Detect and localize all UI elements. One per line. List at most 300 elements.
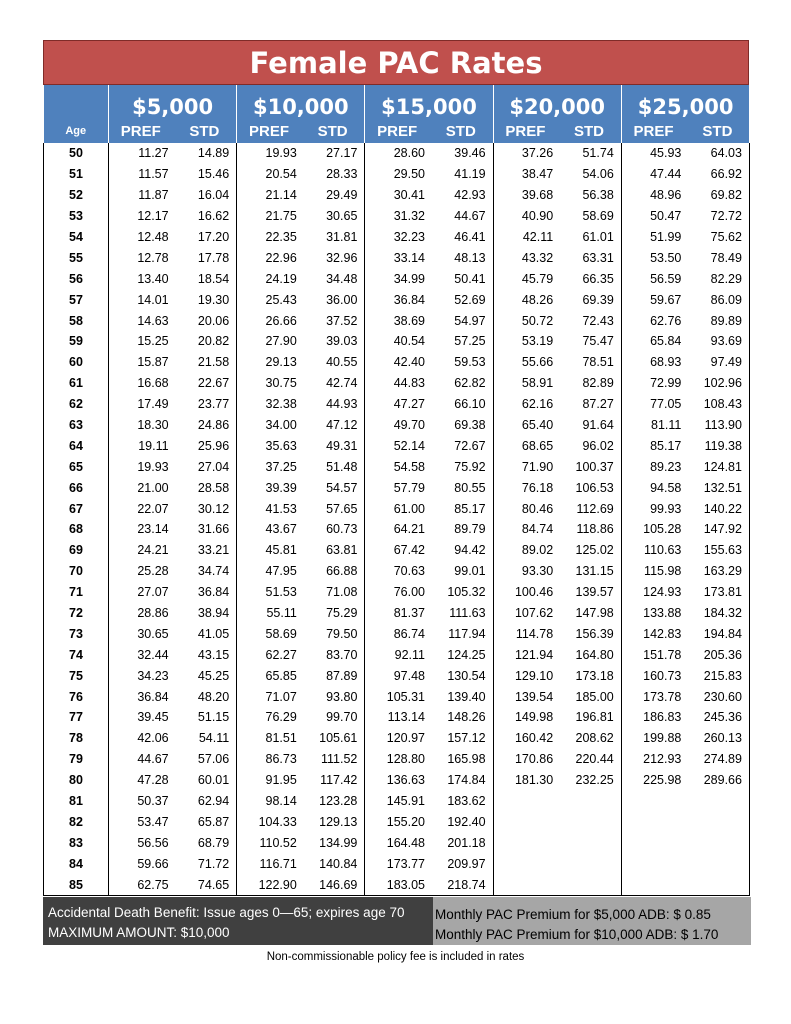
std-rate-cell: 75.92: [454, 459, 486, 474]
table-row: [44, 227, 750, 248]
pref-rate-cell: 43.67: [237, 519, 301, 540]
std-rate-cell: 27.04: [197, 459, 230, 474]
std-rate-cell: 163.29: [685, 561, 749, 582]
std-rate-cell: 111.52: [321, 752, 358, 767]
pref-rate-cell: 149.98: [493, 707, 557, 728]
pref-rate-cell: 155.20: [365, 812, 429, 833]
std-rate-cell: 28.33: [326, 167, 358, 182]
footer-row: [43, 897, 751, 945]
std-rate-cell: 106.53: [575, 480, 614, 495]
pref-rate-cell: 17.49: [109, 394, 173, 415]
pref-rate-cell: 15.25: [109, 331, 173, 352]
table-row: [44, 394, 750, 415]
pref-rate-cell: 93.30: [493, 561, 557, 582]
pref-rate-cell: 76.29: [237, 707, 301, 728]
std-rate-cell: 79.50: [326, 626, 358, 641]
std-rate-cell: 64.03: [685, 143, 749, 164]
pref-rate-cell: [493, 832, 557, 853]
std-rate-cell: 61.01: [582, 230, 614, 244]
std-rate-cell: 87.89: [326, 668, 358, 683]
pref-rate-cell: 81.51: [237, 728, 301, 749]
std-column-header: STD: [429, 119, 493, 143]
pref-rate-cell: 22.35: [237, 227, 301, 248]
pref-rate-cell: 42.40: [365, 352, 429, 373]
pref-rate-cell: 170.86: [493, 749, 557, 770]
pref-rate-cell: 39.45: [109, 707, 173, 728]
rate-table: [43, 85, 750, 896]
age-cell: 67: [44, 498, 109, 519]
table-row: [44, 310, 750, 331]
std-rate-cell: 24.86: [197, 418, 230, 433]
table-row: [44, 561, 750, 582]
pref-rate-cell: 25.28: [109, 561, 173, 582]
pref-rate-cell: 105.31: [365, 686, 429, 707]
pref-rate-cell: 11.27: [109, 143, 173, 164]
pref-column-header: PREF: [237, 119, 301, 143]
pref-rate-cell: 67.42: [365, 540, 429, 561]
amount-header-row: [44, 85, 750, 119]
std-rate-cell: 173.81: [685, 582, 749, 603]
pref-rate-cell: 89.02: [493, 540, 557, 561]
age-cell: 53: [44, 206, 109, 227]
pref-rate-cell: 11.57: [109, 164, 173, 185]
table-row: [44, 352, 750, 373]
premium-5000: Monthly PAC Premium for $5,000 ADB: $ 0.85: [435, 907, 711, 923]
pref-rate-cell: 105.28: [621, 519, 685, 540]
pref-rate-cell: 65.40: [493, 415, 557, 436]
rate-sheet: [43, 40, 749, 945]
pref-rate-cell: 21.75: [237, 206, 301, 227]
pref-rate-cell: 55.11: [237, 603, 301, 624]
pref-rate-cell: 34.23: [109, 665, 173, 686]
std-rate-cell: 140.22: [685, 498, 749, 519]
pref-rate-cell: 50.37: [109, 791, 173, 812]
std-rate-cell: 42.74: [326, 376, 358, 391]
pref-rate-cell: 42.11: [493, 227, 557, 248]
pref-rate-cell: 41.53: [237, 498, 301, 519]
table-row: [44, 832, 750, 853]
adb-info-box: [43, 897, 433, 945]
pref-rate-cell: 28.60: [365, 143, 429, 164]
pref-rate-cell: 12.17: [109, 206, 173, 227]
pref-rate-cell: 12.48: [109, 227, 173, 248]
std-rate-cell: 75.47: [582, 334, 614, 349]
std-rate-cell: 54.57: [326, 480, 358, 495]
std-rate-cell: 60.73: [326, 522, 358, 537]
std-rate-cell: 31.81: [326, 230, 358, 244]
age-cell: 79: [44, 749, 109, 770]
std-rate-cell: 36.00: [326, 292, 358, 307]
pref-rate-cell: 55.66: [493, 352, 557, 373]
std-rate-cell: 85.17: [454, 501, 486, 516]
std-rate-cell: 208.62: [575, 731, 614, 746]
pref-rate-cell: 53.47: [109, 812, 173, 833]
table-row: [44, 268, 750, 289]
pref-rate-cell: 71.07: [237, 686, 301, 707]
amount-header: $25,000: [621, 85, 749, 119]
std-rate-cell: 93.69: [685, 331, 749, 352]
std-rate-cell: [685, 853, 749, 874]
std-rate-cell: 57.65: [326, 501, 358, 516]
pref-rate-cell: 38.69: [365, 310, 429, 331]
pref-rate-cell: [621, 791, 685, 812]
std-rate-cell: 89.79: [454, 522, 486, 537]
pref-rate-cell: 173.78: [621, 686, 685, 707]
std-rate-cell: [685, 874, 749, 895]
pref-rate-cell: 48.96: [621, 185, 685, 206]
std-rate-cell: 65.87: [197, 814, 230, 829]
std-rate-cell: 100.37: [575, 459, 614, 474]
std-rate-cell: 194.84: [685, 623, 749, 644]
std-rate-cell: 41.19: [454, 167, 486, 182]
std-rate-cell: 232.25: [575, 773, 614, 788]
pref-rate-cell: [493, 812, 557, 833]
std-rate-cell: [685, 791, 749, 812]
std-rate-cell: 48.20: [197, 689, 230, 704]
adb-max-amount: MAXIMUM AMOUNT: $10,000: [48, 925, 230, 941]
std-rate-cell: 66.88: [326, 564, 358, 579]
pref-rate-cell: 64.21: [365, 519, 429, 540]
pref-rate-cell: 14.01: [109, 289, 173, 310]
pref-rate-cell: 76.00: [365, 582, 429, 603]
fee-note: Non-commissionable policy fee is included in rates: [266, 951, 525, 963]
pref-rate-cell: 27.90: [237, 331, 301, 352]
table-row: [44, 456, 750, 477]
pref-rate-cell: 30.75: [237, 373, 301, 394]
pref-rate-cell: 13.40: [109, 268, 173, 289]
std-rate-cell: 75.62: [685, 227, 749, 248]
std-rate-cell: 117.42: [320, 773, 358, 788]
std-rate-cell: 47.12: [326, 418, 358, 433]
std-rate-cell: 173.18: [575, 668, 614, 683]
std-rate-cell: 140.84: [319, 856, 358, 871]
pref-rate-cell: 29.50: [365, 164, 429, 185]
age-cell: 62: [44, 394, 109, 415]
age-cell: 68: [44, 519, 109, 540]
pref-rate-cell: [621, 874, 685, 895]
table-row: [44, 498, 750, 519]
age-cell: 52: [44, 185, 109, 206]
age-cell: 56: [44, 268, 109, 289]
std-rate-cell: 54.06: [582, 167, 614, 182]
pref-rate-cell: 62.27: [237, 644, 301, 665]
std-rate-cell: 51.15: [197, 710, 230, 725]
pref-rate-cell: 113.14: [365, 707, 429, 728]
std-rate-cell: 30.12: [197, 501, 230, 516]
pref-rate-cell: 97.48: [365, 665, 429, 686]
pref-rate-cell: 57.79: [365, 477, 429, 498]
std-rate-cell: 72.72: [685, 206, 749, 227]
pref-rate-cell: 22.96: [237, 247, 301, 268]
pref-rate-cell: 47.28: [109, 770, 173, 791]
pref-rate-cell: 23.14: [109, 519, 173, 540]
table-row: [44, 728, 750, 749]
pref-rate-cell: 173.77: [365, 853, 429, 874]
pref-rate-cell: 53.19: [493, 331, 557, 352]
pref-rate-cell: 34.00: [237, 415, 301, 436]
std-rate-cell: 57.25: [454, 334, 486, 349]
age-header-spacer: [44, 85, 109, 119]
table-row: [44, 206, 750, 227]
std-rate-cell: 45.25: [197, 668, 230, 683]
std-rate-cell: 15.46: [197, 167, 230, 182]
age-cell: 83: [44, 832, 109, 853]
pref-rate-cell: 72.99: [621, 373, 685, 394]
column-header-row: [44, 119, 750, 143]
std-rate-cell: 56.38: [582, 188, 614, 203]
age-cell: 80: [44, 770, 109, 791]
pref-rate-cell: 65.84: [621, 331, 685, 352]
std-rate-cell: 31.66: [197, 522, 230, 537]
rate-table-body: [44, 143, 750, 896]
std-rate-cell: 129.13: [319, 814, 358, 829]
pref-rate-cell: 81.11: [621, 415, 685, 436]
table-row: [44, 749, 750, 770]
table-row: [44, 707, 750, 728]
age-cell: 58: [44, 310, 109, 331]
table-row: [44, 812, 750, 833]
pref-rate-cell: 225.98: [621, 770, 685, 791]
pref-rate-cell: 61.00: [365, 498, 429, 519]
amount-header: $15,000: [365, 85, 493, 119]
pref-rate-cell: [493, 791, 557, 812]
pref-rate-cell: 45.79: [493, 268, 557, 289]
std-rate-cell: 19.30: [197, 292, 230, 307]
std-rate-cell: 46.41: [454, 230, 486, 244]
pref-rate-cell: 11.87: [109, 185, 173, 206]
std-rate-cell: 113.90: [685, 415, 749, 436]
pref-rate-cell: 56.56: [109, 832, 173, 853]
std-rate-cell: 99.01: [454, 564, 486, 579]
std-rate-cell: 131.15: [575, 564, 614, 579]
std-rate-cell: 27.17: [326, 146, 358, 161]
std-rate-cell: 48.13: [454, 250, 486, 265]
std-rate-cell: [685, 812, 749, 833]
age-cell: 85: [44, 874, 109, 895]
pref-rate-cell: 110.63: [621, 540, 685, 561]
pref-rate-cell: 56.59: [621, 268, 685, 289]
age-cell: 71: [44, 582, 109, 603]
pref-column-header: PREF: [621, 119, 685, 143]
pref-rate-cell: 34.99: [365, 268, 429, 289]
pref-rate-cell: 45.81: [237, 540, 301, 561]
std-rate-cell: 39.46: [454, 146, 486, 161]
std-rate-cell: 69.39: [582, 292, 614, 307]
pref-rate-cell: 59.67: [621, 289, 685, 310]
age-cell: 84: [44, 853, 109, 874]
pref-column-header: PREF: [493, 119, 557, 143]
std-rate-cell: 17.78: [197, 250, 230, 265]
std-rate-cell: 34.74: [197, 564, 230, 579]
age-cell: 61: [44, 373, 109, 394]
pref-rate-cell: 128.80: [365, 749, 429, 770]
pref-rate-cell: 100.46: [493, 582, 557, 603]
table-row: [44, 477, 750, 498]
age-cell: 73: [44, 623, 109, 644]
std-rate-cell: 51.48: [326, 459, 358, 474]
pref-rate-cell: 62.75: [109, 874, 173, 895]
std-rate-cell: 14.89: [197, 146, 230, 161]
pref-rate-cell: 43.32: [493, 247, 557, 268]
pref-rate-cell: 68.93: [621, 352, 685, 373]
pref-rate-cell: 107.62: [493, 603, 557, 624]
std-rate-cell: 184.32: [685, 603, 749, 624]
std-rate-cell: 18.54: [197, 271, 230, 286]
pref-rate-cell: 59.66: [109, 853, 173, 874]
pref-rate-cell: 164.48: [365, 832, 429, 853]
table-row: [44, 623, 750, 644]
std-rate-cell: 132.51: [685, 477, 749, 498]
pref-rate-cell: 22.07: [109, 498, 173, 519]
pref-rate-cell: 62.76: [621, 310, 685, 331]
std-rate-cell: 245.36: [685, 707, 749, 728]
age-cell: 78: [44, 728, 109, 749]
std-rate-cell: 112.69: [576, 501, 614, 516]
pref-rate-cell: 21.14: [237, 185, 301, 206]
std-rate-cell: 50.41: [454, 271, 486, 286]
pref-rate-cell: 62.16: [493, 394, 557, 415]
pref-rate-cell: 51.99: [621, 227, 685, 248]
pref-rate-cell: 47.95: [237, 561, 301, 582]
table-row: [44, 289, 750, 310]
adb-issue-ages: Accidental Death Benefit: Issue ages 0—65; expires age 70: [48, 905, 405, 921]
pref-rate-cell: 92.11: [365, 644, 429, 665]
amount-header: $10,000: [237, 85, 365, 119]
std-rate-cell: 43.15: [197, 647, 230, 662]
std-rate-cell: 69.82: [685, 185, 749, 206]
age-cell: 50: [44, 143, 109, 164]
std-rate-cell: 130.54: [447, 668, 486, 683]
pref-rate-cell: 31.32: [365, 206, 429, 227]
std-rate-cell: 82.29: [685, 268, 749, 289]
std-rate-cell: 51.74: [582, 146, 614, 161]
std-rate-cell: 118.86: [576, 522, 614, 537]
std-rate-cell: 201.18: [447, 835, 486, 850]
age-cell: 59: [44, 331, 109, 352]
pref-rate-cell: 122.90: [237, 874, 301, 895]
std-rate-cell: 78.51: [582, 355, 614, 370]
age-cell: 72: [44, 603, 109, 624]
std-rate-cell: 123.28: [319, 794, 358, 809]
std-rate-cell: 33.21: [197, 543, 230, 558]
table-row: [44, 373, 750, 394]
std-rate-cell: 96.02: [582, 438, 614, 453]
std-rate-cell: [557, 832, 621, 853]
age-cell: 81: [44, 791, 109, 812]
std-rate-cell: [557, 874, 621, 895]
pref-rate-cell: 36.84: [365, 289, 429, 310]
std-rate-cell: 71.72: [197, 856, 230, 871]
pref-column-header: PREF: [365, 119, 429, 143]
std-rate-cell: 274.89: [685, 749, 749, 770]
pref-rate-cell: 32.23: [365, 227, 429, 248]
pref-rate-cell: 35.63: [237, 435, 301, 456]
pref-rate-cell: 33.14: [365, 247, 429, 268]
pref-rate-cell: 24.21: [109, 540, 173, 561]
pref-rate-cell: 58.91: [493, 373, 557, 394]
pref-rate-cell: 16.68: [109, 373, 173, 394]
age-cell: 77: [44, 707, 109, 728]
amount-header: $5,000: [109, 85, 237, 119]
pref-rate-cell: 19.93: [109, 456, 173, 477]
pref-rate-cell: 20.54: [237, 164, 301, 185]
std-rate-cell: 134.99: [319, 835, 358, 850]
pref-rate-cell: 25.43: [237, 289, 301, 310]
std-rate-cell: 69.38: [454, 418, 486, 433]
page-title: Female PAC Rates: [43, 40, 749, 85]
pref-rate-cell: 199.88: [621, 728, 685, 749]
std-rate-cell: 74.65: [173, 874, 237, 895]
std-rate-cell: 72.43: [582, 313, 614, 328]
pref-rate-cell: 99.93: [621, 498, 685, 519]
std-rate-cell: 20.06: [197, 313, 230, 328]
std-rate-cell: 148.26: [447, 710, 486, 725]
std-rate-cell: 20.82: [197, 334, 230, 349]
std-rate-cell: 75.29: [326, 606, 358, 621]
std-rate-cell: 52.69: [454, 292, 486, 307]
pref-rate-cell: 121.94: [493, 644, 557, 665]
pref-rate-cell: 84.74: [493, 519, 557, 540]
std-rate-cell: 105.32: [447, 585, 486, 600]
std-rate-cell: 68.79: [197, 835, 230, 850]
pref-rate-cell: 70.63: [365, 561, 429, 582]
age-cell: 60: [44, 352, 109, 373]
std-rate-cell: 185.00: [575, 689, 614, 704]
table-row: [44, 853, 750, 874]
std-rate-cell: 165.98: [447, 752, 486, 767]
pref-rate-cell: 40.90: [493, 206, 557, 227]
pref-rate-cell: 142.83: [621, 623, 685, 644]
pref-rate-cell: 212.93: [621, 749, 685, 770]
std-rate-cell: 30.65: [326, 209, 358, 224]
age-cell: 75: [44, 665, 109, 686]
std-column-header: STD: [301, 119, 365, 143]
pref-rate-cell: 39.68: [493, 185, 557, 206]
age-cell: 65: [44, 456, 109, 477]
std-rate-cell: 37.52: [326, 313, 358, 328]
pref-rate-cell: 91.95: [237, 770, 301, 791]
age-cell: 55: [44, 247, 109, 268]
std-rate-cell: 36.84: [197, 585, 230, 600]
pref-rate-cell: 116.71: [237, 853, 301, 874]
age-cell: 57: [44, 289, 109, 310]
pref-rate-cell: 48.26: [493, 289, 557, 310]
std-rate-cell: 87.27: [582, 397, 614, 412]
std-rate-cell: 54.97: [454, 313, 486, 328]
std-column-header: STD: [557, 119, 621, 143]
std-rate-cell: 16.04: [197, 188, 230, 203]
std-rate-cell: 22.67: [197, 376, 230, 391]
std-rate-cell: 34.48: [326, 271, 358, 286]
std-rate-cell: 124.25: [447, 647, 486, 662]
pref-rate-cell: 160.73: [621, 665, 685, 686]
pref-rate-cell: 36.84: [109, 686, 173, 707]
std-rate-cell: 89.89: [685, 310, 749, 331]
table-row: [44, 665, 750, 686]
std-rate-cell: 157.12: [447, 731, 486, 746]
std-rate-cell: 58.69: [582, 209, 614, 224]
std-rate-cell: 28.58: [197, 480, 230, 495]
std-rate-cell: 44.67: [454, 209, 486, 224]
std-rate-cell: 23.77: [197, 397, 230, 412]
std-rate-cell: 80.55: [454, 480, 486, 495]
std-rate-cell: 21.58: [197, 355, 230, 370]
pref-rate-cell: 54.58: [365, 456, 429, 477]
table-row: [44, 331, 750, 352]
pref-rate-cell: 47.44: [621, 164, 685, 185]
pref-rate-cell: 30.65: [109, 623, 173, 644]
table-row: [44, 582, 750, 603]
